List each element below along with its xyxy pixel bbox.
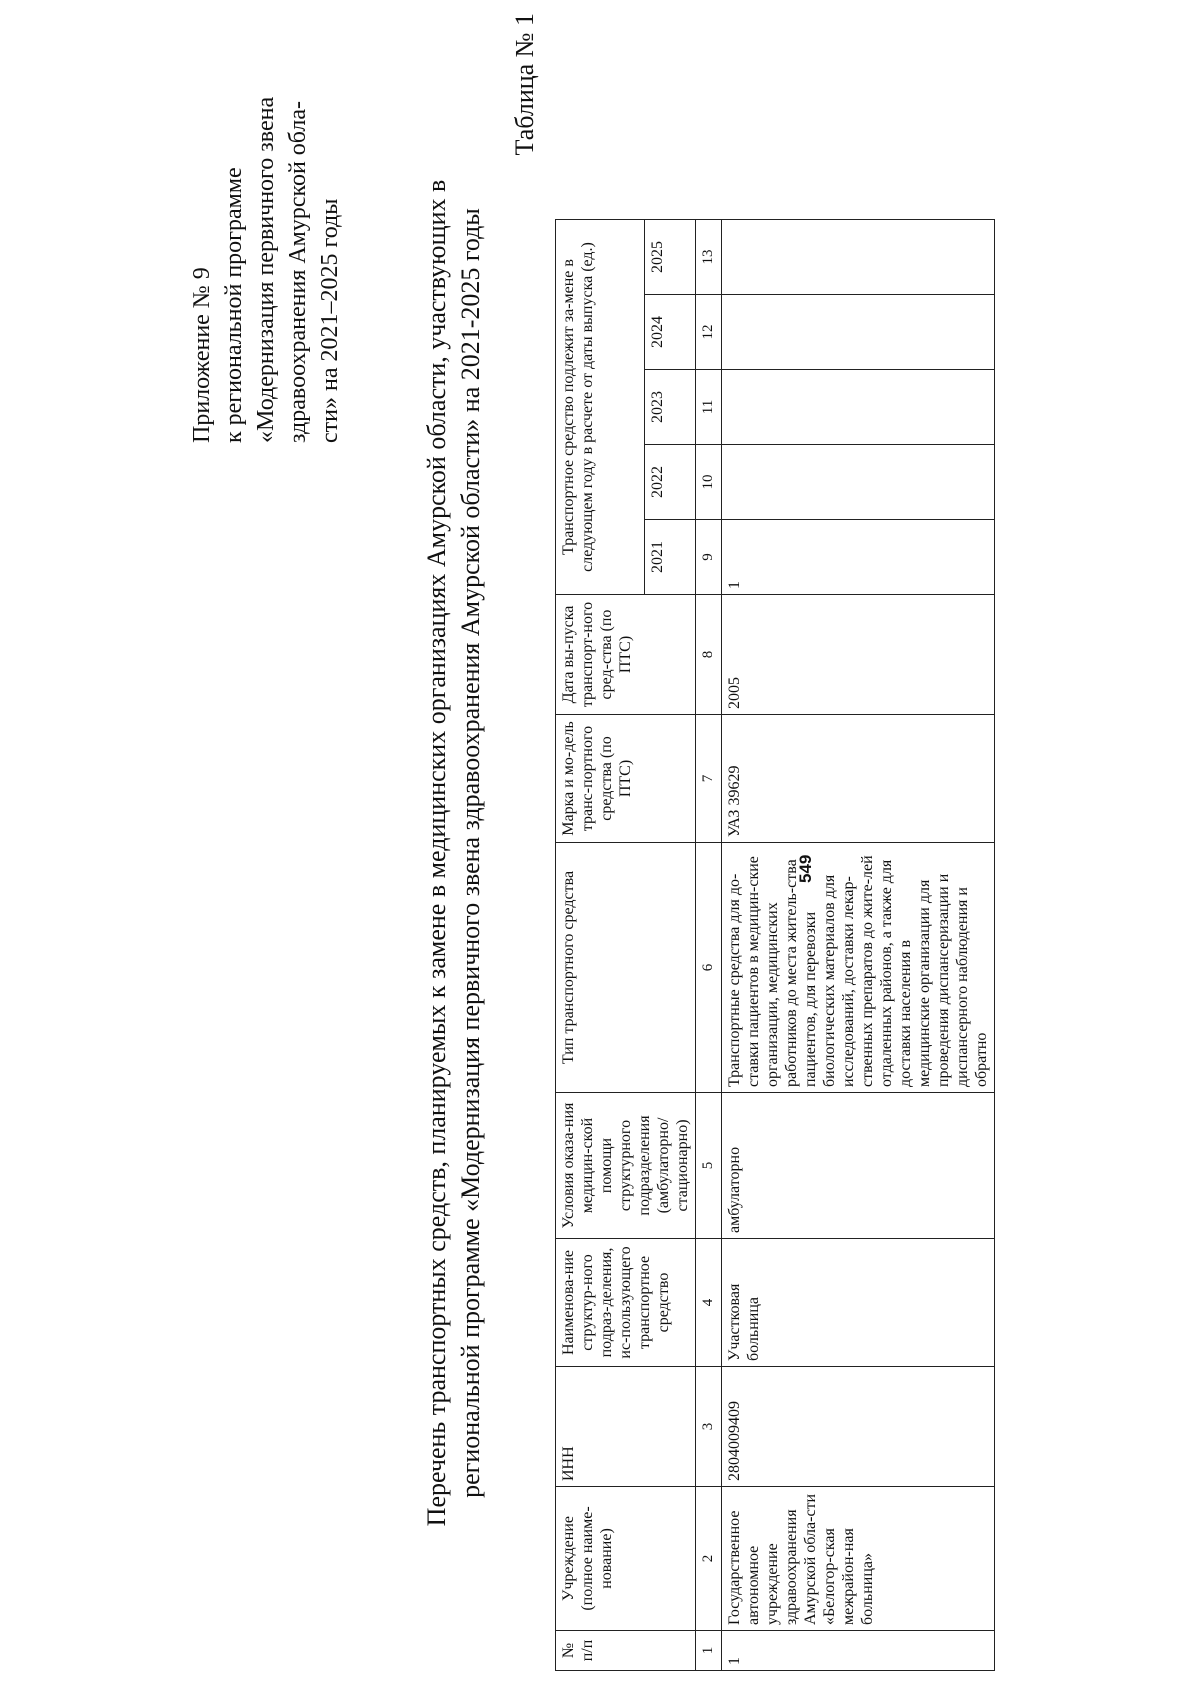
col-number: 6 bbox=[696, 843, 722, 1093]
table-row bbox=[722, 10, 995, 1670]
row-inn: 2804009409 bbox=[722, 1367, 995, 1487]
header-vehicle-type: Тип транспортного средства bbox=[556, 843, 696, 1093]
col-number: 2 bbox=[696, 1487, 722, 1631]
row-vehicle-type: Транспортные средства для до-ставки пациентов в медицин-ские организации, медицинских работников до места житель-ства пациентов, для перевозки биологических материалов для исследований, доставки лекар-ственных препаратов до жите-лей отдаленных районов, а также для доставки населения в медицинские организации для проведения диспансеризации и диспансерного наблюдения и обратно bbox=[722, 843, 995, 1093]
header-conditions: Условия оказа-ния медицин-ской помощи структурного подразделения (амбулаторно/ стационарно) bbox=[556, 1093, 696, 1239]
row-model: УАЗ 39629 bbox=[722, 715, 995, 843]
table-label: Таблица № 1 bbox=[510, 13, 539, 156]
year-2024: 2024 bbox=[644, 295, 695, 370]
header-number: № п/п bbox=[556, 1631, 696, 1671]
page-number: 549 bbox=[796, 854, 815, 883]
title-line-2: региональной программе «Модернизация первичного звена здравоохранения Амурской области» на 2021-2025 годы bbox=[456, 208, 485, 1498]
appendix-line: Приложение № 9 bbox=[189, 267, 215, 443]
col-number: 13 bbox=[696, 219, 722, 294]
row-2022 bbox=[722, 445, 995, 520]
document-title bbox=[420, 133, 488, 1573]
col-number: 12 bbox=[696, 295, 722, 370]
appendix-line: сти» на 2021–2025 годы bbox=[317, 198, 343, 443]
header-replacement: Транспортное средство подлежит за-мене в следующем году в расчете от даты выпуска (ед.) bbox=[556, 219, 645, 594]
header-model: Марка и мо-дель транс-портного средства (по ПТС) bbox=[556, 715, 696, 843]
row-2025 bbox=[722, 219, 995, 294]
col-number: 3 bbox=[696, 1367, 722, 1487]
row-2023 bbox=[722, 370, 995, 445]
header-subdivision: Наименова-ние структур-ного подраз-деления, ис-пользующего транспортное средство bbox=[556, 1239, 696, 1367]
row-2024 bbox=[722, 295, 995, 370]
row-institution: Государственное автономное учреждение здравоохранения Амурской обла-сти «Белогор-ская межрайон-ная больница» bbox=[722, 1487, 995, 1631]
col-number: 1 bbox=[696, 1631, 722, 1671]
appendix-note bbox=[186, 13, 346, 443]
column-number-row bbox=[696, 10, 722, 1670]
vehicles-table bbox=[555, 10, 995, 1671]
year-2025: 2025 bbox=[644, 219, 695, 294]
row-number: 1 bbox=[722, 1631, 995, 1671]
blank-area bbox=[556, 10, 995, 219]
row-conditions: амбулаторно bbox=[722, 1093, 995, 1239]
year-2022: 2022 bbox=[644, 445, 695, 520]
row-2021: 1 bbox=[722, 520, 995, 595]
row-release-date: 2005 bbox=[722, 595, 995, 715]
col-number: 8 bbox=[696, 595, 722, 715]
col-number: 4 bbox=[696, 1239, 722, 1367]
col-number: 7 bbox=[696, 715, 722, 843]
appendix-line: здравоохранения Амурской обла- bbox=[285, 100, 311, 443]
col-number: 9 bbox=[696, 520, 722, 595]
header-row bbox=[556, 10, 645, 1670]
year-2023: 2023 bbox=[644, 370, 695, 445]
appendix-line: к региональной программе bbox=[221, 167, 247, 443]
title-line-1: Перечень транспортных средств, планируемых к замене в медицинских организациях Амурской области, участвующих в bbox=[422, 179, 451, 1527]
row-subdivision: Участковая больница bbox=[722, 1239, 995, 1367]
col-number: 10 bbox=[696, 445, 722, 520]
col-number: 5 bbox=[696, 1093, 722, 1239]
col-number: 11 bbox=[696, 370, 722, 445]
header-inn: ИНН bbox=[556, 1367, 696, 1487]
year-2021: 2021 bbox=[644, 520, 695, 595]
header-institution: Учреждение (полное наиме-нование) bbox=[556, 1487, 696, 1631]
appendix-line: «Модернизация первичного звена bbox=[253, 96, 279, 443]
header-release-date: Дата вы-пуска транспорт-ного сред-ства (по ПТС) bbox=[556, 595, 696, 715]
